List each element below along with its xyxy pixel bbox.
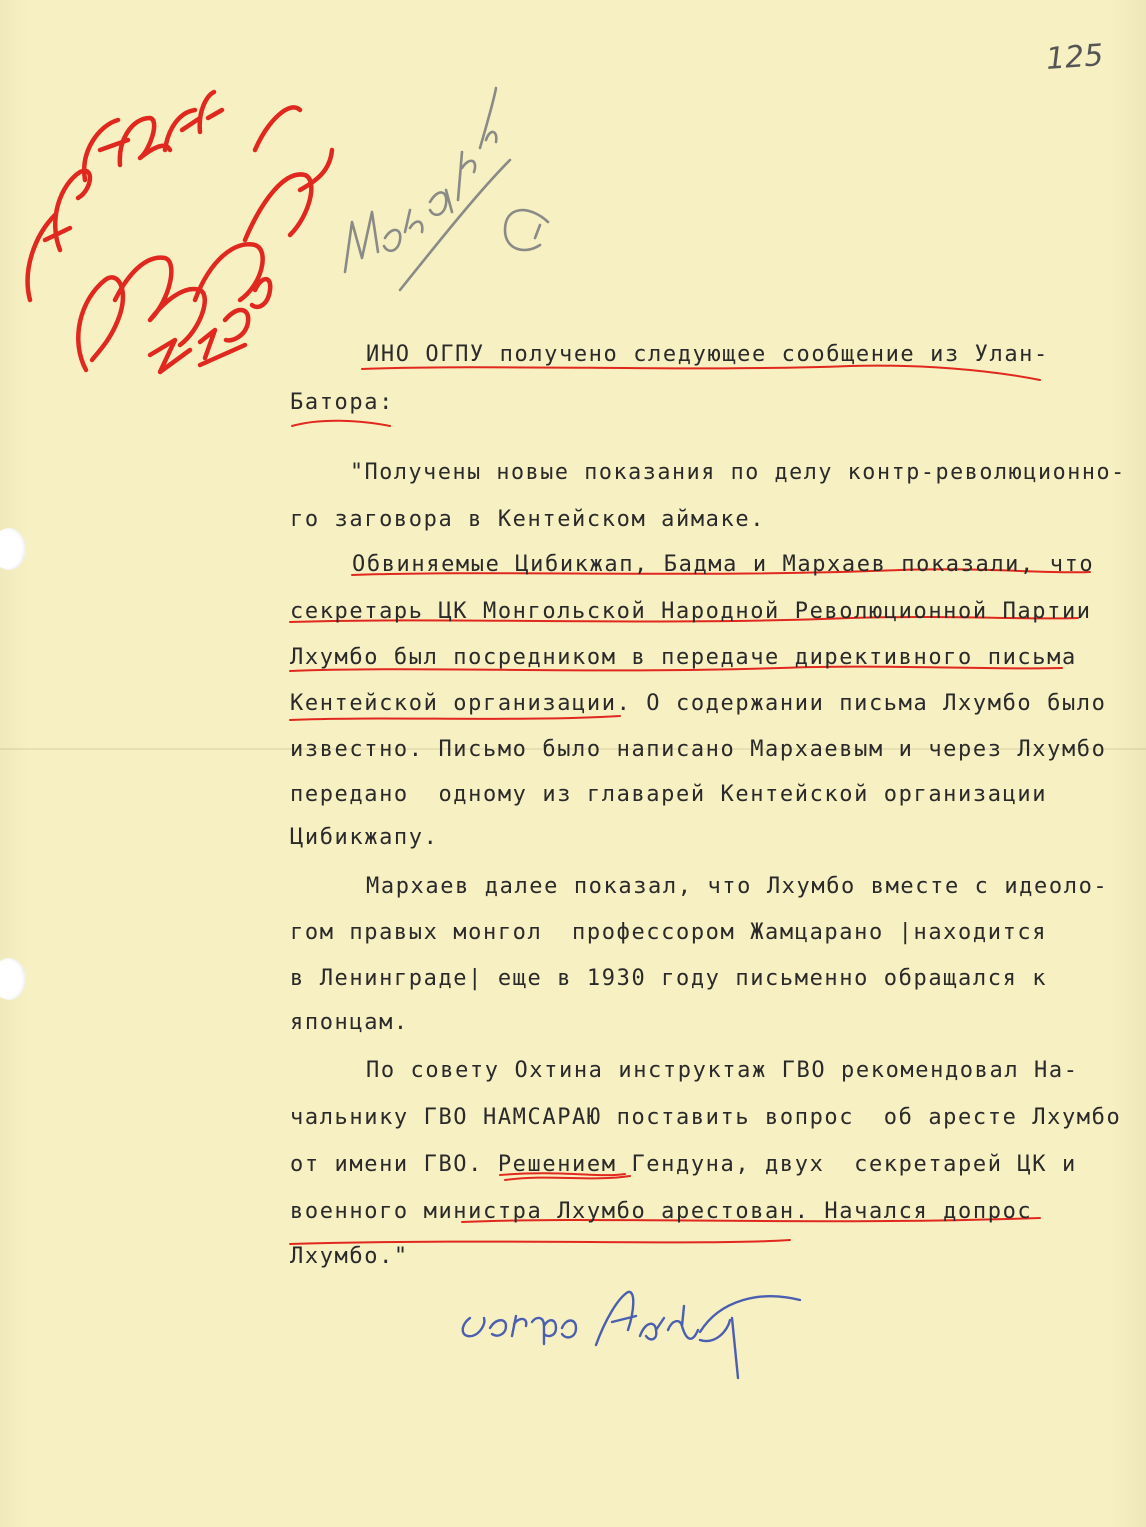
body-line: чальнику ГВО НАМСАРАЮ поставить вопрос об аресте Лхумбо: [290, 1105, 1122, 1130]
body-line: Кентейской организации. О содержании письма Лхумбо было: [290, 691, 1107, 716]
red-resolution-annotation: [28, 92, 332, 372]
body-line: гом правых монгол профессором Жамцарано |находится: [290, 920, 1048, 945]
body-line: японцам.: [290, 1010, 409, 1035]
body-line: известно. Письмо было написано Мархаевым и через Лхумбо: [290, 737, 1107, 762]
body-line: военного министра Лхумбо арестован. Начался допрос: [290, 1199, 1033, 1224]
pencil-note: [345, 88, 548, 290]
body-line: Лхумбо.": [290, 1244, 409, 1269]
signature: [463, 1292, 800, 1378]
body-line: Лхумбо был посредником в передаче директивного письма: [290, 645, 1077, 670]
body-line: ИНО ОГПУ получено следующее сообщение из Улан-: [366, 342, 1049, 367]
body-line: секретарь ЦК Монгольской Народной Революционной Партии: [290, 599, 1092, 624]
page-number: 125: [1044, 38, 1105, 77]
body-line: в Ленинграде| еще в 1930 году письменно обращался к: [290, 966, 1048, 991]
body-line: По совету Охтина инструктаж ГВО рекомендовал На-: [366, 1058, 1079, 1083]
body-line: го заговора в Кентейском аймаке.: [290, 507, 766, 532]
body-line: Обвиняемые Цибикжап, Бадма и Мархаев показали, что: [352, 552, 1095, 577]
body-line: Цибикжапу.: [290, 825, 439, 850]
body-line: Батора:: [290, 390, 394, 415]
body-line: передано одному из главарей Кентейской организации: [290, 782, 1048, 807]
body-line: Мархаев далее показал, что Лхумбо вместе с идеоло-: [366, 874, 1109, 899]
body-line: "Получены новые показания по делу контр-революционно-: [350, 460, 1126, 485]
body-line: от имени ГВО. Решением Гендуна, двух секретарей ЦК и: [290, 1152, 1077, 1177]
